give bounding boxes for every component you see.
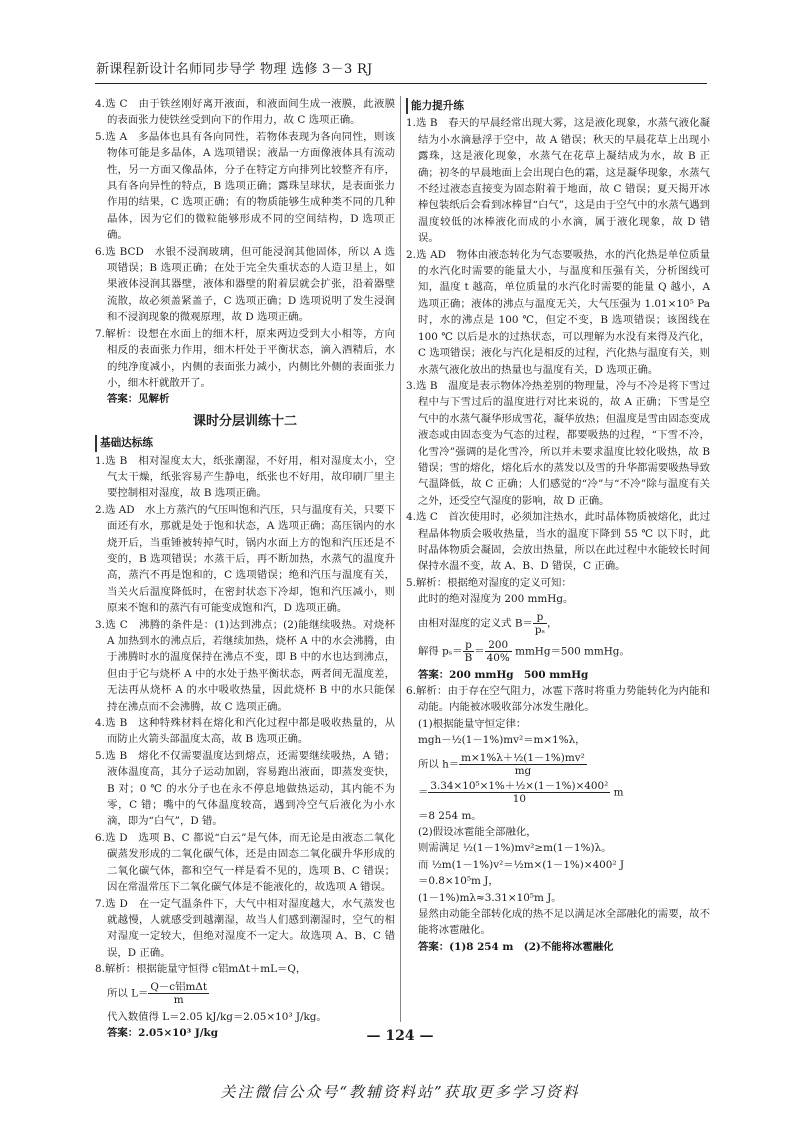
advanced-5-line: 此时的绝对湿度为 200 mmHg。: [418, 593, 574, 606]
exercise-5: 5.选 B 熔化不仅需要温度达到熔点，还需要继续吸热，A 错；液体温度高，其分子运动加剧，容易跑出液面，即蒸发变快，B 对；0 ℃ 的水分子也在永不停息地做热运动，其内能不为零，C 错；嘴中的气体温度较高，遇到冷空气后液化为小水滴，即为“白气”，D 错。: [95, 749, 395, 828]
subsection-advanced: 能力提升练: [406, 98, 464, 114]
subsection-basic: 基础达标练: [95, 435, 153, 451]
equation-kinetic: 而 ½m(1－1%)v²＝½m×(1－1%)×400² J: [418, 858, 625, 871]
exercise-8-answer: 答案：2.05×10³ J/kg: [107, 1026, 218, 1039]
exercise-6: 6.选 D 选项 B、C 都说“白云”是气体，而无论是由液态二氧化碳蒸发形成的二氧化碳气体，还是由固态二氧化碳升华形成的二氧化碳气体，都和空气一样是看不见的，选项 B、C 错误；因在常温常压下二氧化碳气体是不能液化的，故选项 A 错误。: [95, 831, 395, 894]
equation-L: 所以 L＝ $\frac{\text{Q－c铝mΔt}}{m}$: [107, 980, 208, 1006]
advanced-6-part1: (1)根据能量守恒定律：: [418, 717, 527, 730]
footer-note: 关注微信公众号“教辅资料站”获取更多学习资料: [220, 1083, 580, 1101]
answer-4: 4.选 C 由于铁丝刚好离开液面，和液面间生成一液膜，此液膜的表面张力使铁丝受到向下的作用力，故 C 选项正确。: [95, 98, 395, 127]
advanced-6: 6.解析：由于存在空气阻力，冰雹下落时将重力势能转化为内能和动能。内能被冰吸收部分冰发生融化。: [406, 685, 710, 714]
page-number: — 124 —: [366, 1028, 434, 1044]
advanced-5-answer: 答案：200 mmHg 500 mmHg: [418, 668, 589, 681]
exercise-7: 7.选 D 在一定气温条件下，大气中相对湿度越大，水气蒸发也就越慢，人就感受到越潮湿，故当人们感到潮湿时，空气的相对湿度一定较大，但绝对湿度不一定大。故选项 A、B、C 错误，D 正确。: [95, 897, 395, 959]
equation-h-result: ＝8 254 m。: [418, 809, 482, 822]
advanced-6-conclusion: 显然由动能全部转化成的热不足以满足冰全部融化的需要，故不能将冰雹融化。: [418, 908, 710, 937]
advanced-1: 1.选 B 春天的早晨经常出现大雾，这是液化现象，水蒸气液化凝结为小水滴悬浮于空中，故 A 错误；秋天的早晨花草上出现小露珠，这是液化现象，水蒸气在花草上凝结成为水，故 B 正确；初冬的早晨地面上会出现白色的霜，这是凝华现象，水蒸气不经过液态直接变为固态附着于地面，故 C 错误；夏天揭开冰棒包装纸后会看到冰棒冒“白气”，这是由于空气中的水蒸气遇到温度较低的冰棒液化而成的小水滴，属于液化现象，故 D 错误。: [406, 117, 710, 245]
fraction-L: $\frac{\text{Q－c铝mΔt}}{m}$: [150, 980, 208, 1006]
exercise-1: 1.选 B 相对湿度太大，纸张潮湿，不好用，相对湿度太小，空气太干燥，纸张容易产生静电，纸张也不好用，故印刷厂里主要控制相对湿度，故 B 选项正确。: [95, 454, 395, 500]
advanced-6-answer: 答案：(1)8 254 m (2)不能将冰雹融化: [418, 940, 614, 953]
equation-h-numeric: ＝ $\frac{\text{3.34×10⁵×1\%＋½×(1－1\%)×400²}}{10}$ m: [418, 779, 624, 805]
right-column: [406, 96, 710, 955]
equation-kinetic-value: ＝0.8×10⁵m J，: [418, 875, 499, 888]
equation-ps: 解得 pₛ＝ $\frac{p}{B}$ ＝ $\frac{200}{40\%}$ mmHg＝500 mmHg。: [418, 638, 630, 664]
exercise-3: 3.选 C 沸腾的条件是：(1)达到沸点；(2)能继续吸热。对烧杯 A 加热到水的沸点后，若继续加热，烧杯 A 中的水会沸腾，由于沸腾时水的温度保持在沸点不变，即 B 中的水也达到沸点，但由于它与烧杯 A 中的水处于热平衡状态，两者间无温度差，无法再从烧杯 A 的水中吸收热量，因此烧杯 B 中的水只能保持在沸点而不会沸腾，故 C 选项正确。: [95, 618, 395, 713]
answer-7: 7.解析：设想在水面上的细木杆，原来两边受到大小相等，方向相反的表面张力作用，细木杆处于平衡状态，滴入酒精后，水的纯净度减小，内侧的表面张力减小，内侧比外侧的表面张力小，细木杆就散开了。: [95, 327, 395, 389]
equation-h: 所以 h＝ $\frac{\text{m×1\%λ＋½(1－1\%)mv²}}{mg}$: [418, 751, 585, 777]
answer-7-final: 答案：见解析: [107, 393, 170, 406]
advanced-5: 5.解析：根据绝对湿度的定义可知：: [406, 576, 572, 589]
advanced-2: 2.选 AD 物体由液态转化为气态要吸热，水的汽化热是单位质量的水汽化时需要的能量大小，与温度和压强有关，分析图线可知，温度 t 越高，单位质量的水汽化时需要的能量 Q 越小，A 选项正确；液体的沸点与温度无关，大气压强为 1.01×10⁵ Pa 时，水的沸点是 100 ℃，但定不变，B 选项错误；该图线在 100 ℃ 以后是水的过热状态，可以理解为水没有来得及汽化，C 选项错误；液化与汽化是相反的过程，汽化热与温度有关，则水蒸气液化放出的热量也与温度有关，D 选项正确。: [406, 248, 710, 376]
equation-B: 由相对湿度的定义式 B＝ $\frac{p}{\text{pₛ}}$ ，: [418, 610, 558, 636]
exercise-4: 4.选 B 这种特殊材料在熔化和汽化过程中都是吸收热量的，从而防止火箭头部温度太高，故 B 选项正确。: [95, 717, 395, 746]
answer-6: 6.选 BCD 水银不浸润玻璃，但可能浸润其他固体，所以 A 选项错误；B 选项正确；在处于完全失重状态的人造卫星上，如果液体浸润其器壁，液体和器壁的附着层就会扩张，沿着器壁流散，故必须盖紧盖子，C 选项正确；D 选项说明了发生浸润和不浸润现象的微观原理，故 D 选项正确。: [95, 245, 395, 324]
advanced-3: 3.选 B 温度是表示物体冷热差别的物理量，冷与不冷是将下雪过程中与下雪过后的温度进行对比来说的，故 A 正确；下雪是空气中的水蒸气凝华形成雪花，凝华放热；但温度是雪由固态变成液态或由固态变为气态的过程，都要吸热的过程，“下雪不冷，化雪冷”强调的是化雪冷，所以并未要求温度比较化吸热，故 B 错误；雪的熔化，熔化后水的蒸发以及雪的升华都需要吸热导致气温降低，故 C 正确；人们感觉的“冷”与“不冷”除与温度有关之外，还受空气湿度的影响，故 D 正确。: [406, 379, 710, 507]
exercise-8-value: 代入数值得 L＝2.05 kJ/kg＝2.05×10³ J/kg。: [107, 1010, 327, 1023]
equation-melt: (1－1%)mλ≈3.31×10⁵m J。: [418, 891, 562, 904]
running-header: 新课程新设计名师同步导学 物理 选修 3－3 RJ: [96, 62, 373, 77]
advanced-6-part2: (2)假设冰雹能全部融化，: [418, 826, 537, 839]
column-divider: [400, 96, 401, 1022]
left-column: [95, 96, 395, 1041]
answer-5: 5.选 A 多晶体也具有各向同性，若物体表现为各向同性，则该物体可能是多晶体，A 选项错误；液晶一方面像液体具有流动性，另一方面又像晶体，分子在特定方向排列比较整齐有序，具有各向异性的特点，B 选项正确；露珠呈球状，是表面张力作用的结果，C 选项正确；有的物质能够生成种类不同的几种晶体，因为它们的微粒能够形成不同的空间结构，D 选项正确。: [95, 130, 395, 242]
section-title: 课时分层训练十二: [192, 413, 297, 429]
equation-condition: 则需满足 ½(1－1%)mv²≥m(1－1%)λ。: [418, 842, 612, 855]
exercise-8: 8.解析：根据能量守恒得 c铝mΔt＋mL＝Q，: [95, 963, 307, 976]
header-rule: [95, 83, 707, 84]
exercise-2: 2.选 AD 水上方蒸汽的气压叫饱和汽压，只与温度有关，只要下面还有水，那就是处于饱和状态，A 选项正确；高压锅内的水烧开后，当重锤被转掉气时，锅内水面上方的饱和汽压还是不变的，B 选项错误；水蒸干后，再不断加热，水蒸气的温度升高，蒸汽不再是饱和的，C 选项错误；绝和汽压与温度有关，当关火后温度降低时，在密封状态下冷却，饱和汽压减小，则原来不饱和的蒸汽有可能变成饱和汽，D 选项正确。: [95, 503, 395, 615]
equation-energy: mgh－½(1－1%)mv²＝m×1%λ，: [418, 734, 586, 747]
advanced-4: 4.选 C 首次使用时，必须加注热水，此时晶体物质被熔化，此过程晶体物质会吸收热量，当水的温度下降到 55 ℃ 以下时，此时晶体物质会凝固，会放出热量，所以在此过程中水能较长时间保持水温不变，故 A、B、D 错误，C 正确。: [406, 511, 710, 573]
